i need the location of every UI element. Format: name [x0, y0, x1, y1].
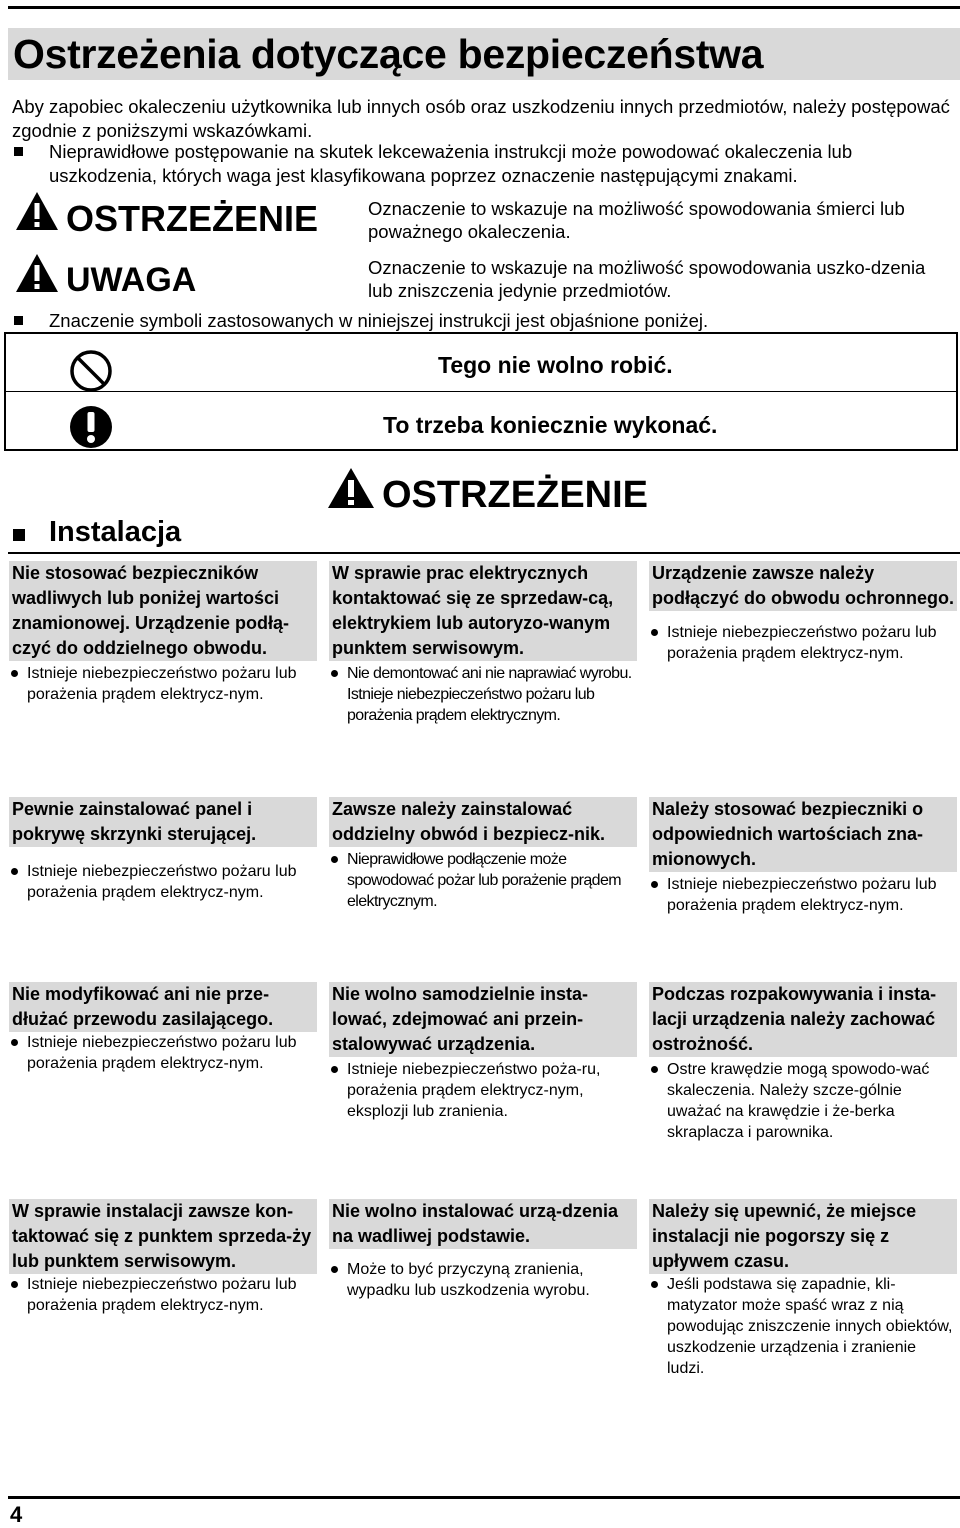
section-warning-header: OSTRZEŻENIE [382, 474, 649, 516]
warning-triangle-icon [14, 190, 60, 232]
page-title: Ostrzeżenia dotyczące bezpieczeństwa [13, 31, 764, 77]
card-electrical-work [329, 561, 637, 726]
warning-signal-word: OSTRZEŻENIE [66, 198, 319, 239]
card-heading: Nie wolno instalować urzą-dzenia na wadliwej podstawie. [329, 1199, 637, 1249]
card-rated-fuses [649, 797, 957, 916]
section-title-installation: Instalacja [49, 516, 182, 548]
warning-description: Oznaczenie to wskazuje na możliwość spowodowania śmierci lub poważnego okaleczenia. [368, 198, 905, 242]
bottom-rule [8, 1496, 960, 1499]
card-item: Istnieje niebezpieczeństwo pożaru lub porażenia prądem elektrycz-nym. [9, 861, 317, 903]
card-defective-base [329, 1199, 637, 1301]
card-item: Może to być przyczyną zranienia, wypadku lub uszkodzenia wyrobu. [329, 1259, 637, 1301]
card-heading: Nie wolno samodzielnie insta-lować, zdejmować ani przein-stalowywać urządzenia. [329, 982, 637, 1057]
card-unpacking [649, 982, 957, 1143]
card-ground-circuit [649, 561, 957, 664]
card-item: Istnieje niebezpieczeństwo pożaru lub porażenia prądem elektrycz-nym. [9, 663, 317, 705]
card-panel-cover [9, 797, 317, 903]
card-item: Istnieje niebezpieczeństwo pożaru lub porażenia prądem elektrycz-nym. [649, 622, 957, 664]
mandatory-exclamation-icon [68, 404, 114, 450]
intro-text: Aby zapobiec okaleczeniu użytkownika lub innych osób oraz uszkodzeniu innych przedmiotów, należy postępować zgodnie z poniższymi wskazówkami. [12, 96, 950, 141]
bullet-classification: Nieprawidłowe postępowanie na skutek lekceważenia instrukcji może powodować okaleczenia lub uszkodzenia, których waga jest klasyfikowana poprzez oznaczenie następującymi znakami. [49, 141, 853, 186]
warning-triangle-icon [326, 466, 376, 510]
card-item: Istnieje niebezpieczeństwo poża-ru, porażenia prądem elektrycz-nym, eksplozji lub zranienia. [329, 1059, 637, 1122]
card-separate-circuit [329, 797, 637, 912]
section-rule [8, 552, 960, 554]
square-bullet-icon [14, 316, 23, 325]
card-heading: W sprawie prac elektrycznych kontaktować się ze sprzedaw-cą, elektrykiem lub autoryzo-wanym punktem serwisowym. [329, 561, 637, 661]
card-item: Istnieje niebezpieczeństwo pożaru lub porażenia prądem elektrycz-nym. [9, 1274, 317, 1316]
symbol-table [4, 332, 958, 451]
card-heading: Należy stosować bezpieczniki o odpowiednich wartościach zna-mionowych. [649, 797, 957, 872]
prohibited-label: Tego nie wolno robić. [438, 352, 673, 378]
card-item: Nie demontować ani nie naprawiać wyrobu. Istnieje niebezpieczeństwo pożaru lub porażenia prądem elektrycznym. [329, 663, 637, 726]
card-self-install [329, 982, 637, 1122]
mandatory-label: To trzeba koniecznie wykonać. [383, 412, 718, 438]
caution-triangle-icon [14, 252, 60, 294]
card-site-durability [649, 1199, 957, 1379]
prohibited-icon [68, 348, 114, 394]
card-heading: Zawsze należy zainstalować oddzielny obwód i bezpiecz-nik. [329, 797, 637, 847]
card-item: Nieprawidłowe podłączenie może spowodować pożar lub porażenie prądem elektrycznym. [329, 849, 637, 912]
card-item: Istnieje niebezpieczeństwo pożaru lub porażenia prądem elektrycz-nym. [9, 1032, 317, 1074]
card-heading: Nie modyfikować ani nie prze-dłużać przewodu zasilającego. [9, 982, 317, 1032]
card-installer-contact [9, 1199, 317, 1316]
card-heading: Pewnie zainstalować panel i pokrywę skrzynki sterującej. [9, 797, 317, 847]
card-heading: Nie stosować bezpieczników wadliwych lub poniżej wartości znamionowej. Urządzenie podłą-czyć do oddzielnego obwodu. [9, 561, 317, 661]
card-item: Ostre krawędzie mogą spowodo-wać skaleczenia. Należy szcze-gólnie uważać na krawędzie i że-berka skraplacza i parownika. [649, 1059, 957, 1143]
card-item: Jeśli podstawa się zapadnie, kli-matyzator może spaść wraz z nią powodując zniszczenie innych obiektów, uszkodzenie urządzenia i zranienie ludzi. [649, 1274, 957, 1379]
table-divider [6, 391, 956, 392]
caution-description: Oznaczenie to wskazuje na możliwość spowodowania uszko-dzenia lub zniszczenia jedynie przedmiotów. [368, 257, 926, 301]
page-number: 4 [10, 1502, 23, 1527]
caution-signal-word: UWAGA [66, 261, 197, 299]
bullet-symbols: Znaczenie symboli zastosowanych w niniejszej instrukcji jest objaśnione poniżej. [49, 310, 709, 331]
card-heading: Należy się upewnić, że miejsce instalacji nie pogorszy się z upływem czasu. [649, 1199, 957, 1274]
title-bar [8, 28, 960, 80]
card-heading: Urządzenie zawsze należy podłączyć do obwodu ochronnego. [649, 561, 957, 611]
square-bullet-icon [13, 529, 25, 541]
card-fuses [9, 561, 317, 705]
card-heading: W sprawie instalacji zawsze kon-taktować się z punktem sprzeda-ży lub punktem serwisowym. [9, 1199, 317, 1274]
card-heading: Podczas rozpakowywania i insta-lacji urządzenia należy zachować ostrożność. [649, 982, 957, 1057]
card-item: Istnieje niebezpieczeństwo pożaru lub porażenia prądem elektrycz-nym. [649, 874, 957, 916]
card-power-cord [9, 982, 317, 1074]
square-bullet-icon [14, 147, 23, 156]
top-rule [8, 6, 960, 9]
